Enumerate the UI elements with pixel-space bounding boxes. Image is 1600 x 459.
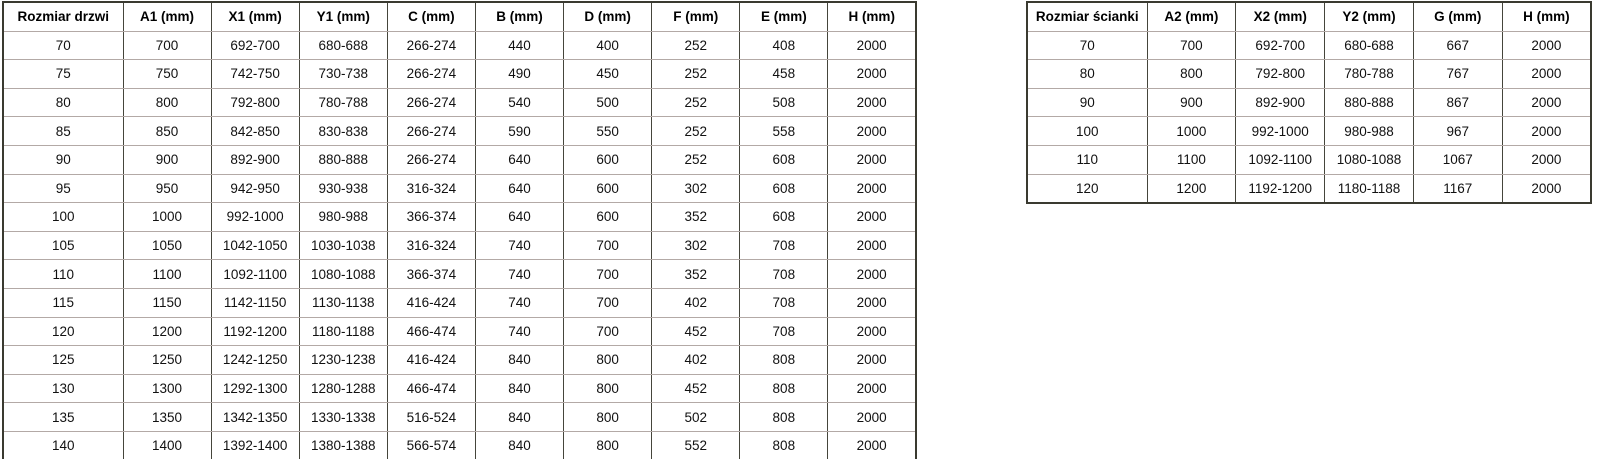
doors-table-cell: 850 [123, 117, 211, 146]
doors-table-cell: 700 [564, 288, 652, 317]
doors-table-cell: 302 [652, 174, 740, 203]
doors-table-cell: 400 [564, 31, 652, 60]
doors-table-cell: 1300 [123, 374, 211, 403]
doors-table-cell: 552 [652, 431, 740, 459]
walls-table-cell: 780-788 [1325, 60, 1414, 89]
walls-table-cell: 2000 [1502, 174, 1591, 203]
doors-header-cell: H (mm) [828, 2, 916, 31]
doors-table-cell: 452 [652, 317, 740, 346]
doors-table-cell: 800 [123, 88, 211, 117]
walls-table-cell: 1167 [1413, 174, 1502, 203]
doors-table-cell: 740 [475, 231, 563, 260]
doors-table-cell: 115 [3, 288, 123, 317]
doors-table-cell: 458 [740, 60, 828, 89]
doors-table-cell: 550 [564, 117, 652, 146]
doors-table-cell: 2000 [828, 174, 916, 203]
doors-table-row [3, 403, 916, 432]
doors-table-cell: 125 [3, 346, 123, 375]
walls-header-cell: Y2 (mm) [1325, 2, 1414, 31]
doors-table-cell: 316-324 [387, 174, 475, 203]
doors-table-cell: 1392-1400 [211, 431, 299, 459]
walls-table-cell: 880-888 [1325, 88, 1414, 117]
walls-table-cell: 892-900 [1236, 88, 1325, 117]
doors-table-cell: 708 [740, 231, 828, 260]
doors-table-cell: 352 [652, 260, 740, 289]
doors-table-cell: 2000 [828, 431, 916, 459]
doors-table-cell: 640 [475, 145, 563, 174]
doors-table-cell: 1030-1038 [299, 231, 387, 260]
doors-table-cell: 840 [475, 374, 563, 403]
doors-table-cell: 440 [475, 31, 563, 60]
doors-table-cell: 692-700 [211, 31, 299, 60]
walls-table-cell: 1067 [1413, 145, 1502, 174]
walls-table-cell: 110 [1027, 145, 1147, 174]
walls-table-cell: 992-1000 [1236, 117, 1325, 146]
walls-table-cell: 2000 [1502, 145, 1591, 174]
doors-header-row [3, 2, 916, 31]
doors-table-cell: 740 [475, 260, 563, 289]
doors-table-cell: 352 [652, 203, 740, 232]
walls-header-row [1027, 2, 1591, 31]
doors-table-cell: 1200 [123, 317, 211, 346]
doors-table-cell: 1192-1200 [211, 317, 299, 346]
walls-table-row [1027, 31, 1591, 60]
doors-table-cell: 950 [123, 174, 211, 203]
doors-table-cell: 2000 [828, 374, 916, 403]
walls-table-cell: 667 [1413, 31, 1502, 60]
doors-table-cell: 700 [564, 317, 652, 346]
walls-table-row [1027, 88, 1591, 117]
doors-table-cell: 85 [3, 117, 123, 146]
doors-table-cell: 1330-1338 [299, 403, 387, 432]
doors-table-cell: 75 [3, 60, 123, 89]
doors-table-cell: 408 [740, 31, 828, 60]
doors-table-cell: 2000 [828, 317, 916, 346]
walls-table-cell: 1080-1088 [1325, 145, 1414, 174]
doors-table-cell: 316-324 [387, 231, 475, 260]
walls-table-cell: 800 [1147, 60, 1236, 89]
doors-dimensions-table [2, 1, 917, 459]
doors-table-cell: 2000 [828, 117, 916, 146]
doors-table-head [3, 2, 916, 31]
walls-table-cell: 767 [1413, 60, 1502, 89]
doors-table-cell: 808 [740, 346, 828, 375]
doors-table-row [3, 88, 916, 117]
doors-table-cell: 1342-1350 [211, 403, 299, 432]
doors-header-cell: X1 (mm) [211, 2, 299, 31]
doors-table-cell: 105 [3, 231, 123, 260]
doors-header-cell: B (mm) [475, 2, 563, 31]
walls-table-body [1027, 31, 1591, 203]
doors-header-cell: C (mm) [387, 2, 475, 31]
doors-table-row [3, 317, 916, 346]
walls-header-cell: H (mm) [1502, 2, 1591, 31]
doors-table-cell: 1042-1050 [211, 231, 299, 260]
doors-table-row [3, 145, 916, 174]
doors-table-cell: 740 [475, 288, 563, 317]
doors-table-cell: 792-800 [211, 88, 299, 117]
doors-table-cell: 366-374 [387, 260, 475, 289]
doors-table-cell: 800 [564, 431, 652, 459]
doors-table-cell: 402 [652, 346, 740, 375]
doors-table-cell: 252 [652, 60, 740, 89]
doors-table-cell: 466-474 [387, 317, 475, 346]
doors-table-cell: 730-738 [299, 60, 387, 89]
doors-table-cell: 640 [475, 203, 563, 232]
doors-table-cell: 302 [652, 231, 740, 260]
doors-header-cell: A1 (mm) [123, 2, 211, 31]
doors-table-cell: 842-850 [211, 117, 299, 146]
doors-table-cell: 466-474 [387, 374, 475, 403]
doors-table-cell: 1380-1388 [299, 431, 387, 459]
doors-table-cell: 708 [740, 288, 828, 317]
doors-table-cell: 90 [3, 145, 123, 174]
walls-table-cell: 1100 [1147, 145, 1236, 174]
doors-table-cell: 930-938 [299, 174, 387, 203]
walls-header-cell: A2 (mm) [1147, 2, 1236, 31]
doors-table-cell: 252 [652, 31, 740, 60]
doors-table-row [3, 203, 916, 232]
walls-table-row [1027, 60, 1591, 89]
doors-table-cell: 750 [123, 60, 211, 89]
doors-table-cell: 1142-1150 [211, 288, 299, 317]
walls-header-cell: X2 (mm) [1236, 2, 1325, 31]
doors-table-cell: 500 [564, 88, 652, 117]
doors-table-cell: 266-274 [387, 31, 475, 60]
doors-table-cell: 800 [564, 346, 652, 375]
doors-table-cell: 450 [564, 60, 652, 89]
doors-table-row [3, 346, 916, 375]
doors-header-cell: D (mm) [564, 2, 652, 31]
doors-table-cell: 700 [564, 231, 652, 260]
doors-table-cell: 2000 [828, 403, 916, 432]
walls-table-cell: 900 [1147, 88, 1236, 117]
doors-table-cell: 900 [123, 145, 211, 174]
doors-table-cell: 1092-1100 [211, 260, 299, 289]
doors-table-cell: 608 [740, 145, 828, 174]
doors-table-cell: 600 [564, 174, 652, 203]
doors-table-cell: 1050 [123, 231, 211, 260]
doors-table-cell: 120 [3, 317, 123, 346]
walls-table-cell: 120 [1027, 174, 1147, 203]
doors-table-cell: 252 [652, 88, 740, 117]
walls-table-cell: 967 [1413, 117, 1502, 146]
doors-table-cell: 566-574 [387, 431, 475, 459]
doors-table-cell: 100 [3, 203, 123, 232]
doors-table-body [3, 31, 916, 459]
doors-table-cell: 590 [475, 117, 563, 146]
doors-table-cell: 2000 [828, 231, 916, 260]
walls-table-cell: 2000 [1502, 60, 1591, 89]
walls-table-cell: 100 [1027, 117, 1147, 146]
doors-table-cell: 680-688 [299, 31, 387, 60]
doors-table-cell: 1400 [123, 431, 211, 459]
doors-table-cell: 1000 [123, 203, 211, 232]
doors-table-cell: 740 [475, 317, 563, 346]
doors-table-row [3, 431, 916, 459]
doors-table-cell: 800 [564, 374, 652, 403]
doors-table-row [3, 374, 916, 403]
doors-table-cell: 508 [740, 88, 828, 117]
doors-table-cell: 1180-1188 [299, 317, 387, 346]
doors-table-cell: 1280-1288 [299, 374, 387, 403]
doors-table-cell: 1350 [123, 403, 211, 432]
doors-table-cell: 840 [475, 431, 563, 459]
doors-table-cell: 130 [3, 374, 123, 403]
doors-table-cell: 266-274 [387, 88, 475, 117]
doors-table-cell: 110 [3, 260, 123, 289]
doors-table-cell: 600 [564, 203, 652, 232]
walls-table-cell: 792-800 [1236, 60, 1325, 89]
walls-table-cell: 680-688 [1325, 31, 1414, 60]
walls-table-row [1027, 174, 1591, 203]
doors-table-cell: 1242-1250 [211, 346, 299, 375]
doors-table-cell: 402 [652, 288, 740, 317]
walls-table-cell: 70 [1027, 31, 1147, 60]
walls-table-cell: 2000 [1502, 117, 1591, 146]
doors-table-row [3, 117, 916, 146]
doors-table-cell: 2000 [828, 31, 916, 60]
doors-table-cell: 992-1000 [211, 203, 299, 232]
doors-table-cell: 266-274 [387, 117, 475, 146]
walls-table-row [1027, 117, 1591, 146]
doors-table-cell: 840 [475, 403, 563, 432]
doors-table-cell: 140 [3, 431, 123, 459]
walls-table-cell: 700 [1147, 31, 1236, 60]
doors-header-cell: Y1 (mm) [299, 2, 387, 31]
walls-table-cell: 80 [1027, 60, 1147, 89]
doors-table-cell: 1292-1300 [211, 374, 299, 403]
doors-table-row [3, 231, 916, 260]
walls-table-head [1027, 2, 1591, 31]
doors-table-cell: 2000 [828, 203, 916, 232]
walls-table-cell: 2000 [1502, 31, 1591, 60]
doors-table-cell: 700 [123, 31, 211, 60]
doors-table-row [3, 60, 916, 89]
walls-table-cell: 1000 [1147, 117, 1236, 146]
doors-table-cell: 452 [652, 374, 740, 403]
doors-table-cell: 540 [475, 88, 563, 117]
walls-header-cell: Rozmiar ścianki [1027, 2, 1147, 31]
doors-table-cell: 516-524 [387, 403, 475, 432]
doors-table-cell: 2000 [828, 145, 916, 174]
doors-table-cell: 808 [740, 374, 828, 403]
doors-table-cell: 708 [740, 260, 828, 289]
doors-table-cell: 502 [652, 403, 740, 432]
doors-table-cell: 95 [3, 174, 123, 203]
doors-table-cell: 80 [3, 88, 123, 117]
doors-table-cell: 892-900 [211, 145, 299, 174]
doors-table-cell: 840 [475, 346, 563, 375]
doors-table-cell: 608 [740, 203, 828, 232]
doors-table-row [3, 288, 916, 317]
doors-table-cell: 700 [564, 260, 652, 289]
doors-table-cell: 1130-1138 [299, 288, 387, 317]
doors-table-cell: 70 [3, 31, 123, 60]
doors-table-cell: 1250 [123, 346, 211, 375]
doors-table-row [3, 174, 916, 203]
doors-table-cell: 266-274 [387, 145, 475, 174]
walls-table-cell: 1092-1100 [1236, 145, 1325, 174]
doors-table-cell: 942-950 [211, 174, 299, 203]
doors-table-cell: 880-888 [299, 145, 387, 174]
doors-table-cell: 266-274 [387, 60, 475, 89]
walls-table-cell: 2000 [1502, 88, 1591, 117]
doors-table-cell: 416-424 [387, 288, 475, 317]
doors-table-cell: 558 [740, 117, 828, 146]
doors-table-cell: 2000 [828, 60, 916, 89]
doors-table-cell: 366-374 [387, 203, 475, 232]
doors-table-cell: 980-988 [299, 203, 387, 232]
doors-header-cell: F (mm) [652, 2, 740, 31]
doors-table-cell: 2000 [828, 346, 916, 375]
doors-table-cell: 830-838 [299, 117, 387, 146]
doors-table-cell: 800 [564, 403, 652, 432]
doors-table-cell: 252 [652, 145, 740, 174]
walls-table-cell: 692-700 [1236, 31, 1325, 60]
doors-table-row [3, 260, 916, 289]
doors-table-cell: 252 [652, 117, 740, 146]
walls-table-cell: 1200 [1147, 174, 1236, 203]
doors-table-cell: 708 [740, 317, 828, 346]
walls-table-cell: 1192-1200 [1236, 174, 1325, 203]
doors-table-cell: 2000 [828, 88, 916, 117]
walls-table-row [1027, 145, 1591, 174]
doors-table-cell: 808 [740, 431, 828, 459]
doors-table-cell: 2000 [828, 260, 916, 289]
doors-table-cell: 2000 [828, 288, 916, 317]
walls-table-cell: 980-988 [1325, 117, 1414, 146]
doors-table-cell: 1080-1088 [299, 260, 387, 289]
walls-table-cell: 867 [1413, 88, 1502, 117]
doors-table-cell: 808 [740, 403, 828, 432]
walls-table-cell: 1180-1188 [1325, 174, 1414, 203]
doors-table-cell: 780-788 [299, 88, 387, 117]
doors-table-cell: 1150 [123, 288, 211, 317]
walls-table-cell: 90 [1027, 88, 1147, 117]
doors-table-cell: 135 [3, 403, 123, 432]
walls-dimensions-table [1026, 1, 1592, 204]
doors-table-cell: 1100 [123, 260, 211, 289]
doors-table-cell: 742-750 [211, 60, 299, 89]
doors-table-cell: 608 [740, 174, 828, 203]
walls-header-cell: G (mm) [1413, 2, 1502, 31]
doors-table-row [3, 31, 916, 60]
doors-table-cell: 600 [564, 145, 652, 174]
doors-table-cell: 490 [475, 60, 563, 89]
doors-table-cell: 416-424 [387, 346, 475, 375]
doors-table-cell: 640 [475, 174, 563, 203]
doors-header-cell: E (mm) [740, 2, 828, 31]
doors-table-cell: 1230-1238 [299, 346, 387, 375]
doors-header-cell: Rozmiar drzwi [3, 2, 123, 31]
